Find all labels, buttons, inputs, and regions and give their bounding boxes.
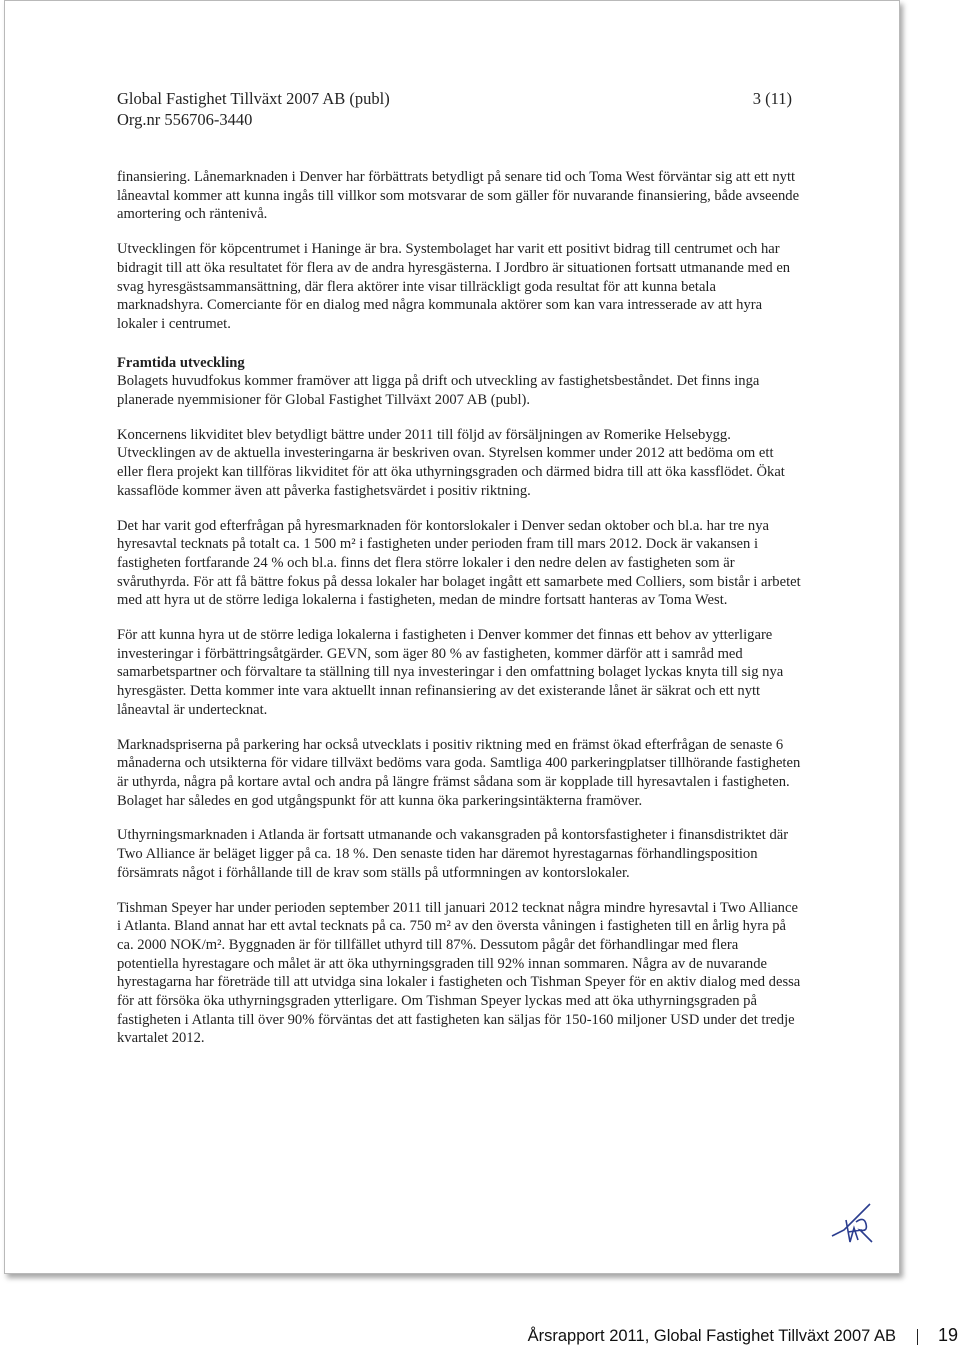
- footer-page-number: 19: [937, 1325, 958, 1345]
- paragraph: Bolagets huvudfokus kommer framöver att ligga på drift och utveckling av fastighetsbeståndet. Det finns inga planerade nyemmisioner för Global Fastighet Tillväxt 2007 AB (publ).: [117, 373, 760, 409]
- page-footer: [0, 1324, 960, 1350]
- footer-divider: [917, 1329, 918, 1345]
- paragraph: Uthyrningsmarknaden i Atlanda är fortsatt utmanande och vakansgraden på kontorsfastigheter i finansdistriktet där Two Alliance är beläget ligger på ca. 18 %. Den senaste tiden har däremot hyrestagarnas förhandlingsposition försämrats något i förhållande till de krav som ställs på utformningen av kontorslokaler.: [117, 827, 789, 881]
- footer-title: Årsrapport 2011, Global Fastighet Tillväxt 2007 AB: [527, 1327, 896, 1345]
- paragraph: Koncernens likviditet blev betydligt bättre under 2011 till följd av försäljningen av Romerike Helsebygg. Utvecklingen av de aktuella investeringarna är beskriven ovan. Styrelsen kommer under 2012 att bedöma om ett eller flera projekt kan tillföras likviditet för att öka uthyrningsgraden och därmed bidra till att öka kassflödet. Ökat kassaflöde kommer även att påverka fastighetsvärdet i positiv riktning.: [117, 426, 785, 499]
- section-heading: Framtida utveckling: [117, 354, 245, 371]
- paragraph: Marknadspriserna på parkering har också utvecklats i positiv riktning med en främst ökad efterfrågan de senaste 6 månaderna och utsikterna för vidare tillväxt bedöms vara goda. Samtliga 400 parkeringplatser tillhörande fastigheten är uthyrda, några på kortare avtal och andra på längre främst sådana som är kopplade till hyresavtalen i fastigheten. Bolaget har således en god utgångspunkt för att kunna öka parkeringsintäkterna framöver.: [117, 736, 801, 809]
- paragraph: Utvecklingen för köpcentrumet i Haninge är bra. Systembolaget har varit ett positivt bidrag till centrumet och har bidragit till att öka resultatet för flera av de andra hyresgästerna. I Jordbro är situationen fortsatt utmanande med en svag hyresgästsammansättning, där flera aktörer inte visar tillräckligt goda resultat för att kunna betala marknadshyra. Comerciante för en dialog med några kommunala aktörer som kan vara intresserade av att hyra lokaler i centrumet.: [117, 241, 791, 332]
- org-number: Org.nr 556706-3440: [117, 110, 253, 129]
- document-body: [117, 168, 802, 1064]
- page-indicator: 3 (11): [752, 89, 792, 108]
- paragraph: För att kunna hyra ut de större lediga lokalerna i fastigheten i Denver kommer det finnas ett behov av ytterligare investeringar i förbättringsåtgärder. GEVN, som äger 80 % av fastigheten, kommer därför att i samråd med samarbetspartner och förvaltare ta ställning till nya investeringar i den omfattning bolaget lyckas knyta till sig nya hyresgäster. Detta kommer inte vara aktuellt innan refinansiering av det existerande lånet är säkrat och ett nytt låneavtal är undertecknat.: [117, 627, 784, 718]
- paragraph: Det har varit god efterfrågan på hyresmarknaden för kontorslokaler i Denver sedan oktober och bl.a. har tre nya hyresavtal tecknats på totalt ca. 1 500 m² i fastigheten under perioden fram till mars 2012. Dock är vakansen i fastigheten fortfarande 24 % och bl.a. finns det flera större lokaler i den nedre delen av fastigheten som är svåruthyrda. För att få bättre fokus på dessa lokaler har bolaget ingått ett samarbete med Colliers, som bistår i arbetet med att hyra ut de större lediga lokalerna i fastigheten, medan de mindre fortsatt hanteras av Toma West.: [117, 517, 801, 609]
- document-header: [117, 88, 792, 130]
- paragraph: Tishman Speyer har under perioden september 2011 till januari 2012 tecknat några mindre hyresavtal i Two Alliance i Atlanta. Bland annat har ett avtal tecknats på ca. 750 m² av den översta våningen i fastigheten till en årlig hyra på ca. 2000 NOK/m². Byggnaden är för tillfället uthyrd till 87%. Dessutom pågår det förhandlingar med flera potentiella hyrestagare och målet är att öka uthyrningsgraden till 92% innan sommaren. Några av de nuvarande hyrestagarna har företräde till att utvidga sina lokaler i fastigheten och Tishman Speyer för en aktiv dialog med dessa för att försöka öka uthyrningsgraden ytterligare. Om Tishman Speyer lyckas med att öka uthyrningsgraden på fastigheten i Atlanta till över 90% förväntas det att fastigheten kan säljas för 150-160 miljoner USD under det tredje kvartalet 2012.: [117, 899, 801, 1047]
- company-name: Global Fastighet Tillväxt 2007 AB (publ): [117, 89, 390, 108]
- signature-icon: [826, 1198, 886, 1246]
- paragraph: finansiering. Lånemarknaden i Denver har förbättrats betydligt på senare tid och Toma West förväntar sig att ett nytt låneavtal kommer att kunna ingås till villkor som motsvarar de som gäller för nuvarande finansiering, både avseende amortering och räntenivå.: [117, 169, 800, 223]
